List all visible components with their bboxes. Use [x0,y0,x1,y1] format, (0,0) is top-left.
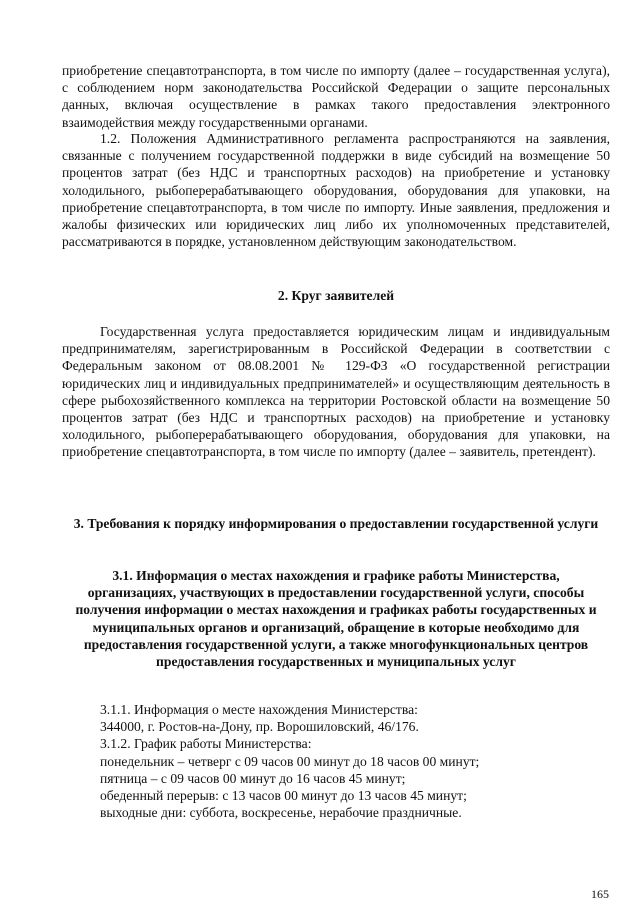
info-line: обеденный перерыв: с 13 часов 00 минут до 13 часов 45 минут; [100,788,467,804]
ministry-info-block [100,701,610,821]
info-line: 344000, г. Ростов-на-Дону, пр. Ворошиловский, 46/176. [100,719,419,735]
info-line: 3.1.2. График работы Министерства: [100,736,312,752]
info-line: 3.1.1. Информация о месте нахождения Министерства: [100,702,418,717]
paragraph-2: Государственная услуга предоставляется юридическим лицам и индивидуальным предпринимателям, зарегистрированным в Российской Федерации в соответствии с Федеральным законом от 08.08.2001 № 129-ФЗ «О государственной регистрации юридических лиц и индивидуальных предпринимателей» и осуществляющим деятельность в сфере рыбохозяйственного комплекса на территории Ростовской области на возмещение 50 процентов затрат (без НДС и транспортных расходов) на приобретение и установку холодильного, рыбоперерабатывающего оборудования, оборудования для упаковки, на приобретение спецавтотранспорта, в том числе по импорту (далее – заявитель, претендент). [62,324,610,460]
info-line: понедельник – четверг с 09 часов 00 минут до 18 часов 00 минут; [100,753,480,769]
page-number: 165 [591,887,609,901]
info-line: пятница – с 09 часов 00 минут до 16 часов 45 минут; [100,770,406,786]
paragraph-intro: приобретение спецавтотранспорта, в том числе по импорту (далее – государственная услуга), с соблюдением норм законодательства Российской Федерации о защите персональных данных, включая осуществление в рамках такого предоставления электронного взаимодействия между государственными органами. [62,63,610,130]
info-line: выходные дни: суббота, воскресенье, нерабочие праздничные. [100,805,462,821]
section-heading-3: 3. Требования к порядку информирования о предоставлении государственной услуги [73,516,599,531]
paragraph-1-2: 1.2. Положения Административного регламента распространяются на заявления, связанные с получением государственной поддержки в виде субсидий на возмещение 50 процентов затрат (без НДС и транспортных расходов) на приобретение и установку холодильного, рыбоперерабатывающего оборудования, оборудования для упаковки, на приобретение спецавтотранспорта, в том числе по импорту. Иные заявления, предложения и жалобы физических или юридических лиц либо их уполномоченных представителей, рассматриваются в порядке, установленном действующим законодательством. [62,131,610,250]
section-heading-2: 2. Круг заявителей [277,288,395,303]
section-heading-3-1: 3.1. Информация о местах нахождения и графике работы Министерства, организациях, участвующих в предоставлении государственной услуги, способы получения информации о местах нахождения и графиках работы государственных и муниципальных органов и организаций, обращение в которые необходимо для предоставления государственной услуги, а также многофункциональных центров предоставления государственных и муниципальных услуг [75,568,597,670]
